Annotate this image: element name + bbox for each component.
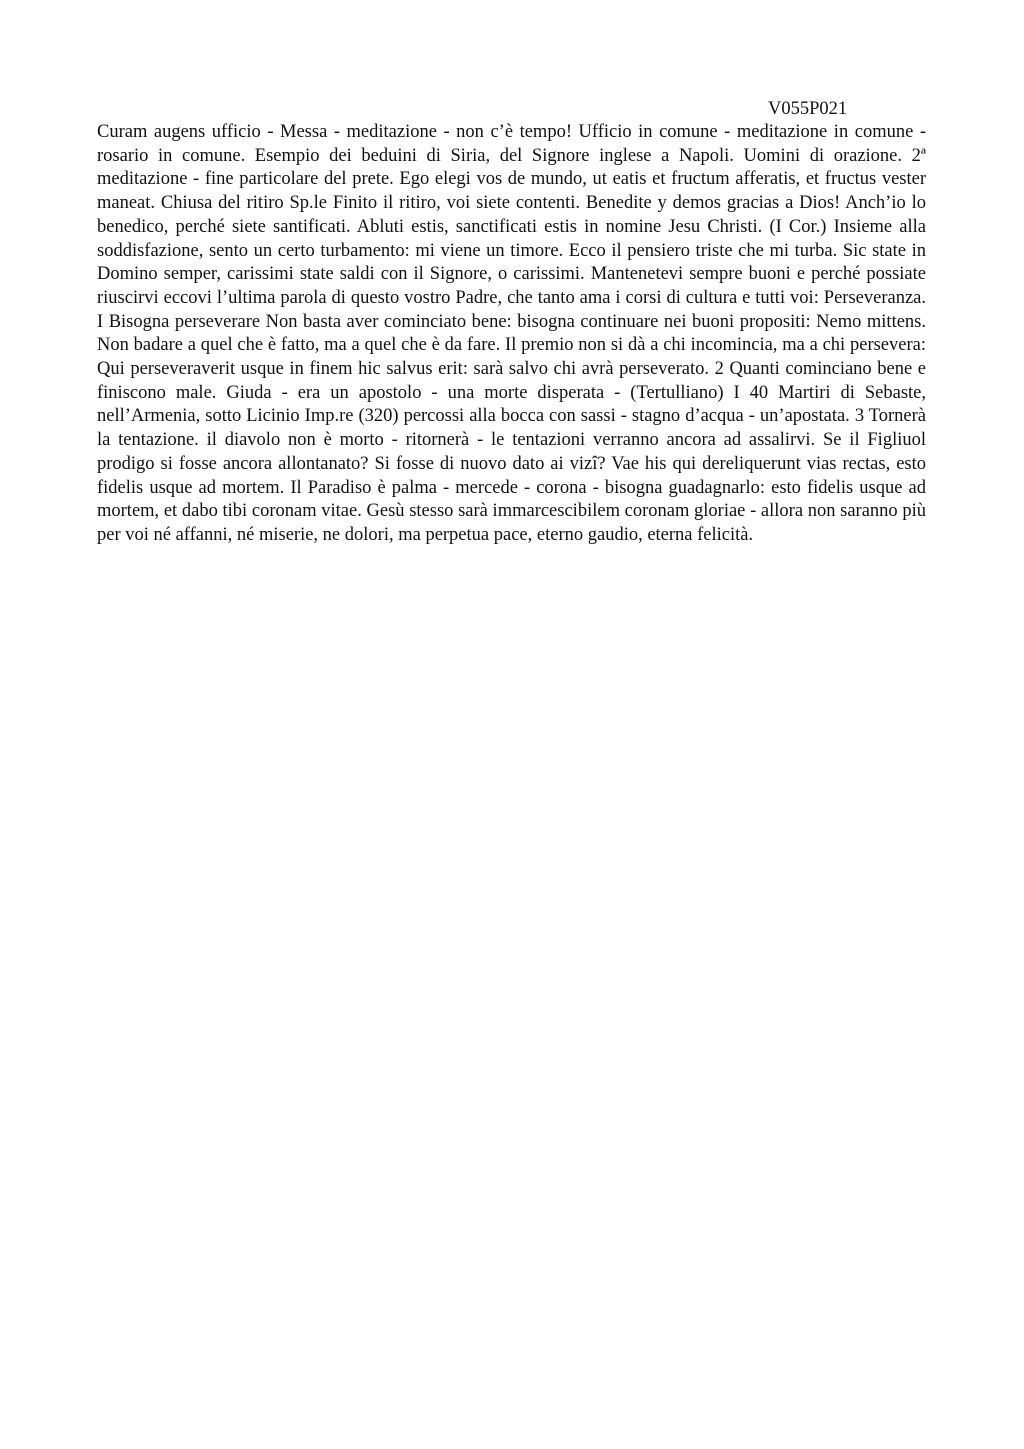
body-paragraph: Curam augens ufficio - Messa - meditazione - non c’è tempo! Ufficio in comune - meditazione in comune - rosario in comune. Esempio dei beduini di Siria, del Signore inglese a Napoli. Uomini di orazione. 2ª meditazione - fine particolare del prete. Ego elegi vos de mundo, ut eatis et fructum afferatis, et fructus vester maneat. Chiusa del ritiro Sp.le Finito il ritiro, voi siete contenti. Benedite y demos gracias a Dios! Anch’io lo benedico, perché siete santificati. Abluti estis, sanctificati estis in nomine Jesu Christi. (I Cor.) Insieme alla soddisfazione, sento un certo turbamento: mi viene un timore. Ecco il pensiero triste che mi turba. Sic state in Domino semper, carissimi state saldi con il Signore, o carissimi. Mantenetevi sempre buoni e perché possiate riuscirvi eccovi l’ultima parola di questo vostro Padre, che tanto ama i corsi di cultura e tutti voi: Perseveranza. I Bisogna perseverare Non basta aver cominciato bene: bisogna continuare nei buoni propositi: Nemo mittens. Non badare a quel che è fatto, ma a quel che è da fare. Il premio non si dà a chi incomincia, ma a chi persevera: Qui perseveraverit usque in finem hic salvus erit: sarà salvo chi avrà perseverato. 2 Quanti cominciano bene e finiscono male. Giuda - era un apostolo - una morte disperata - (Tertulliano) I 40 Martiri di Sebaste, nell’Armenia, sotto Licinio Imp.re (320) percossi alla bocca con sassi - stagno d’acqua - un’apostata. 3 Tornerà la tentazione. il diavolo non è morto - ritornerà - le tentazioni verranno ancora ad assalirvi. Se il Figliuol prodigo si fosse ancora allontanato? Si fosse di nuovo dato ai vizî? Vae his qui dereliquerunt vias rectas, esto fidelis usque ad mortem. Il Paradiso è palma - mercede - corona - bisogna guadagnarlo: esto fidelis usque ad mortem, et dabo tibi coronam vitae. Gesù stesso sarà immarcescibilem coronam gloriae - allora non saranno più per voi né affanni, né miserie, ne dolori, ma perpetua pace, eterno gaudio, eterna felicità. <box>97 122 926 545</box>
page-code: V055P021 <box>768 99 848 119</box>
